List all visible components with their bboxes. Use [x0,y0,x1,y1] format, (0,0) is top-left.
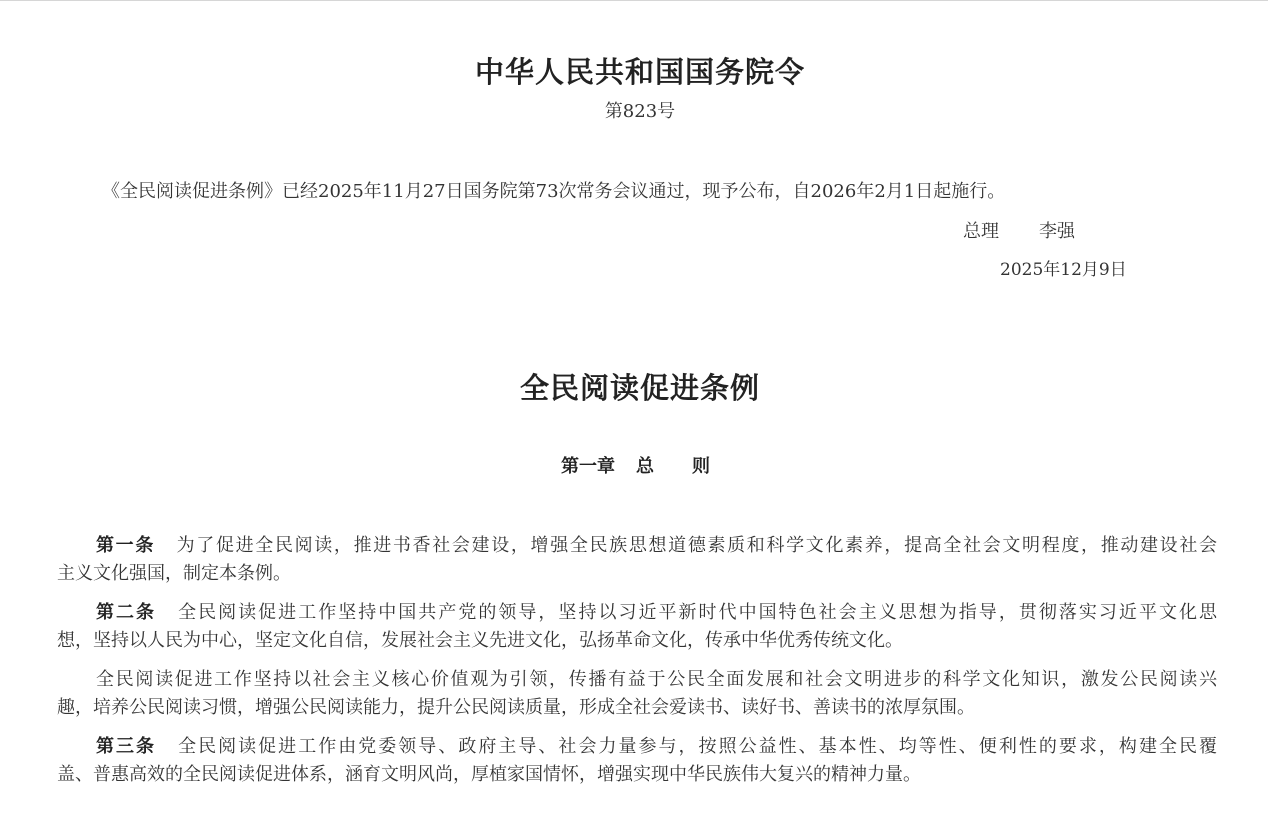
decree-number: 第823号 [604,101,676,122]
paragraph-line: 全民阅读促进工作坚持以社会主义核心价值观为引领，传播有益于公民全面发展和社会文明进步的科学文化知识，激发公民阅读兴 [96,669,1217,690]
promulgation-statement: 《全民阅读促进条例》已经2025年11月27日国务院第73次常务会议通过，现予公布，自2026年2月1日起施行。 [102,181,1006,202]
article-text: 为了促进全民阅读，推进书香社会建设，增强全民族思想道德素质和科学文化素养，提高全社会文明程度，推动建设社会 [174,535,1217,556]
signatory-name: 李强 [1039,221,1075,242]
regulation-title: 全民阅读促进条例 [519,371,760,405]
article-label: 第一条 [96,535,155,556]
paragraph-line [96,532,1217,560]
paragraph-line: 盖、普惠高效的全民阅读促进体系，涵育文明风尚，厚植家国情怀，增强实现中华民族伟大复兴的精神力量。 [57,764,921,785]
top-divider [0,0,1268,1]
article-label: 第二条 [96,602,157,623]
signatory-role: 总理 [963,221,999,242]
article-text: 全民阅读促进工作坚持中国共产党的领导，坚持以习近平新时代中国特色社会主义思想为指导，贯彻落实习近平文化思 [176,602,1218,623]
paragraph-line [96,599,1217,627]
article-label: 第三条 [96,736,157,757]
paragraph-line: 主义文化强国，制定本条例。 [57,563,291,584]
signing-date: 2025年12月9日 [1000,260,1127,280]
paragraph-line: 趣，培养公民阅读习惯，增强公民阅读能力，提升公民阅读质量，形成全社会爱读书、读好书、善读书的浓厚氛围。 [57,697,975,718]
paragraph-line: 想，坚持以人民为中心，坚定文化自信，发展社会主义先进文化，弘扬革命文化，传承中华优秀传统文化。 [57,630,903,651]
chapter-name-part1: 总 [636,456,654,477]
regulation-body [57,532,1217,800]
article-paragraph [57,599,1217,655]
signatory [963,218,1075,246]
paragraph-line [96,733,1217,761]
chapter-heading [561,453,710,481]
article-paragraph [57,532,1217,588]
article-text: 全民阅读促进工作由党委领导、政府主导、社会力量参与，按照公益性、基本性、均等性、便利性的要求，构建全民覆 [176,736,1218,757]
article-paragraph [57,666,1217,722]
article-paragraph [57,733,1217,789]
chapter-name-part2: 则 [692,456,710,477]
decree-title: 中华人民共和国国务院令 [474,55,805,89]
chapter-number: 第一章 [561,456,615,477]
